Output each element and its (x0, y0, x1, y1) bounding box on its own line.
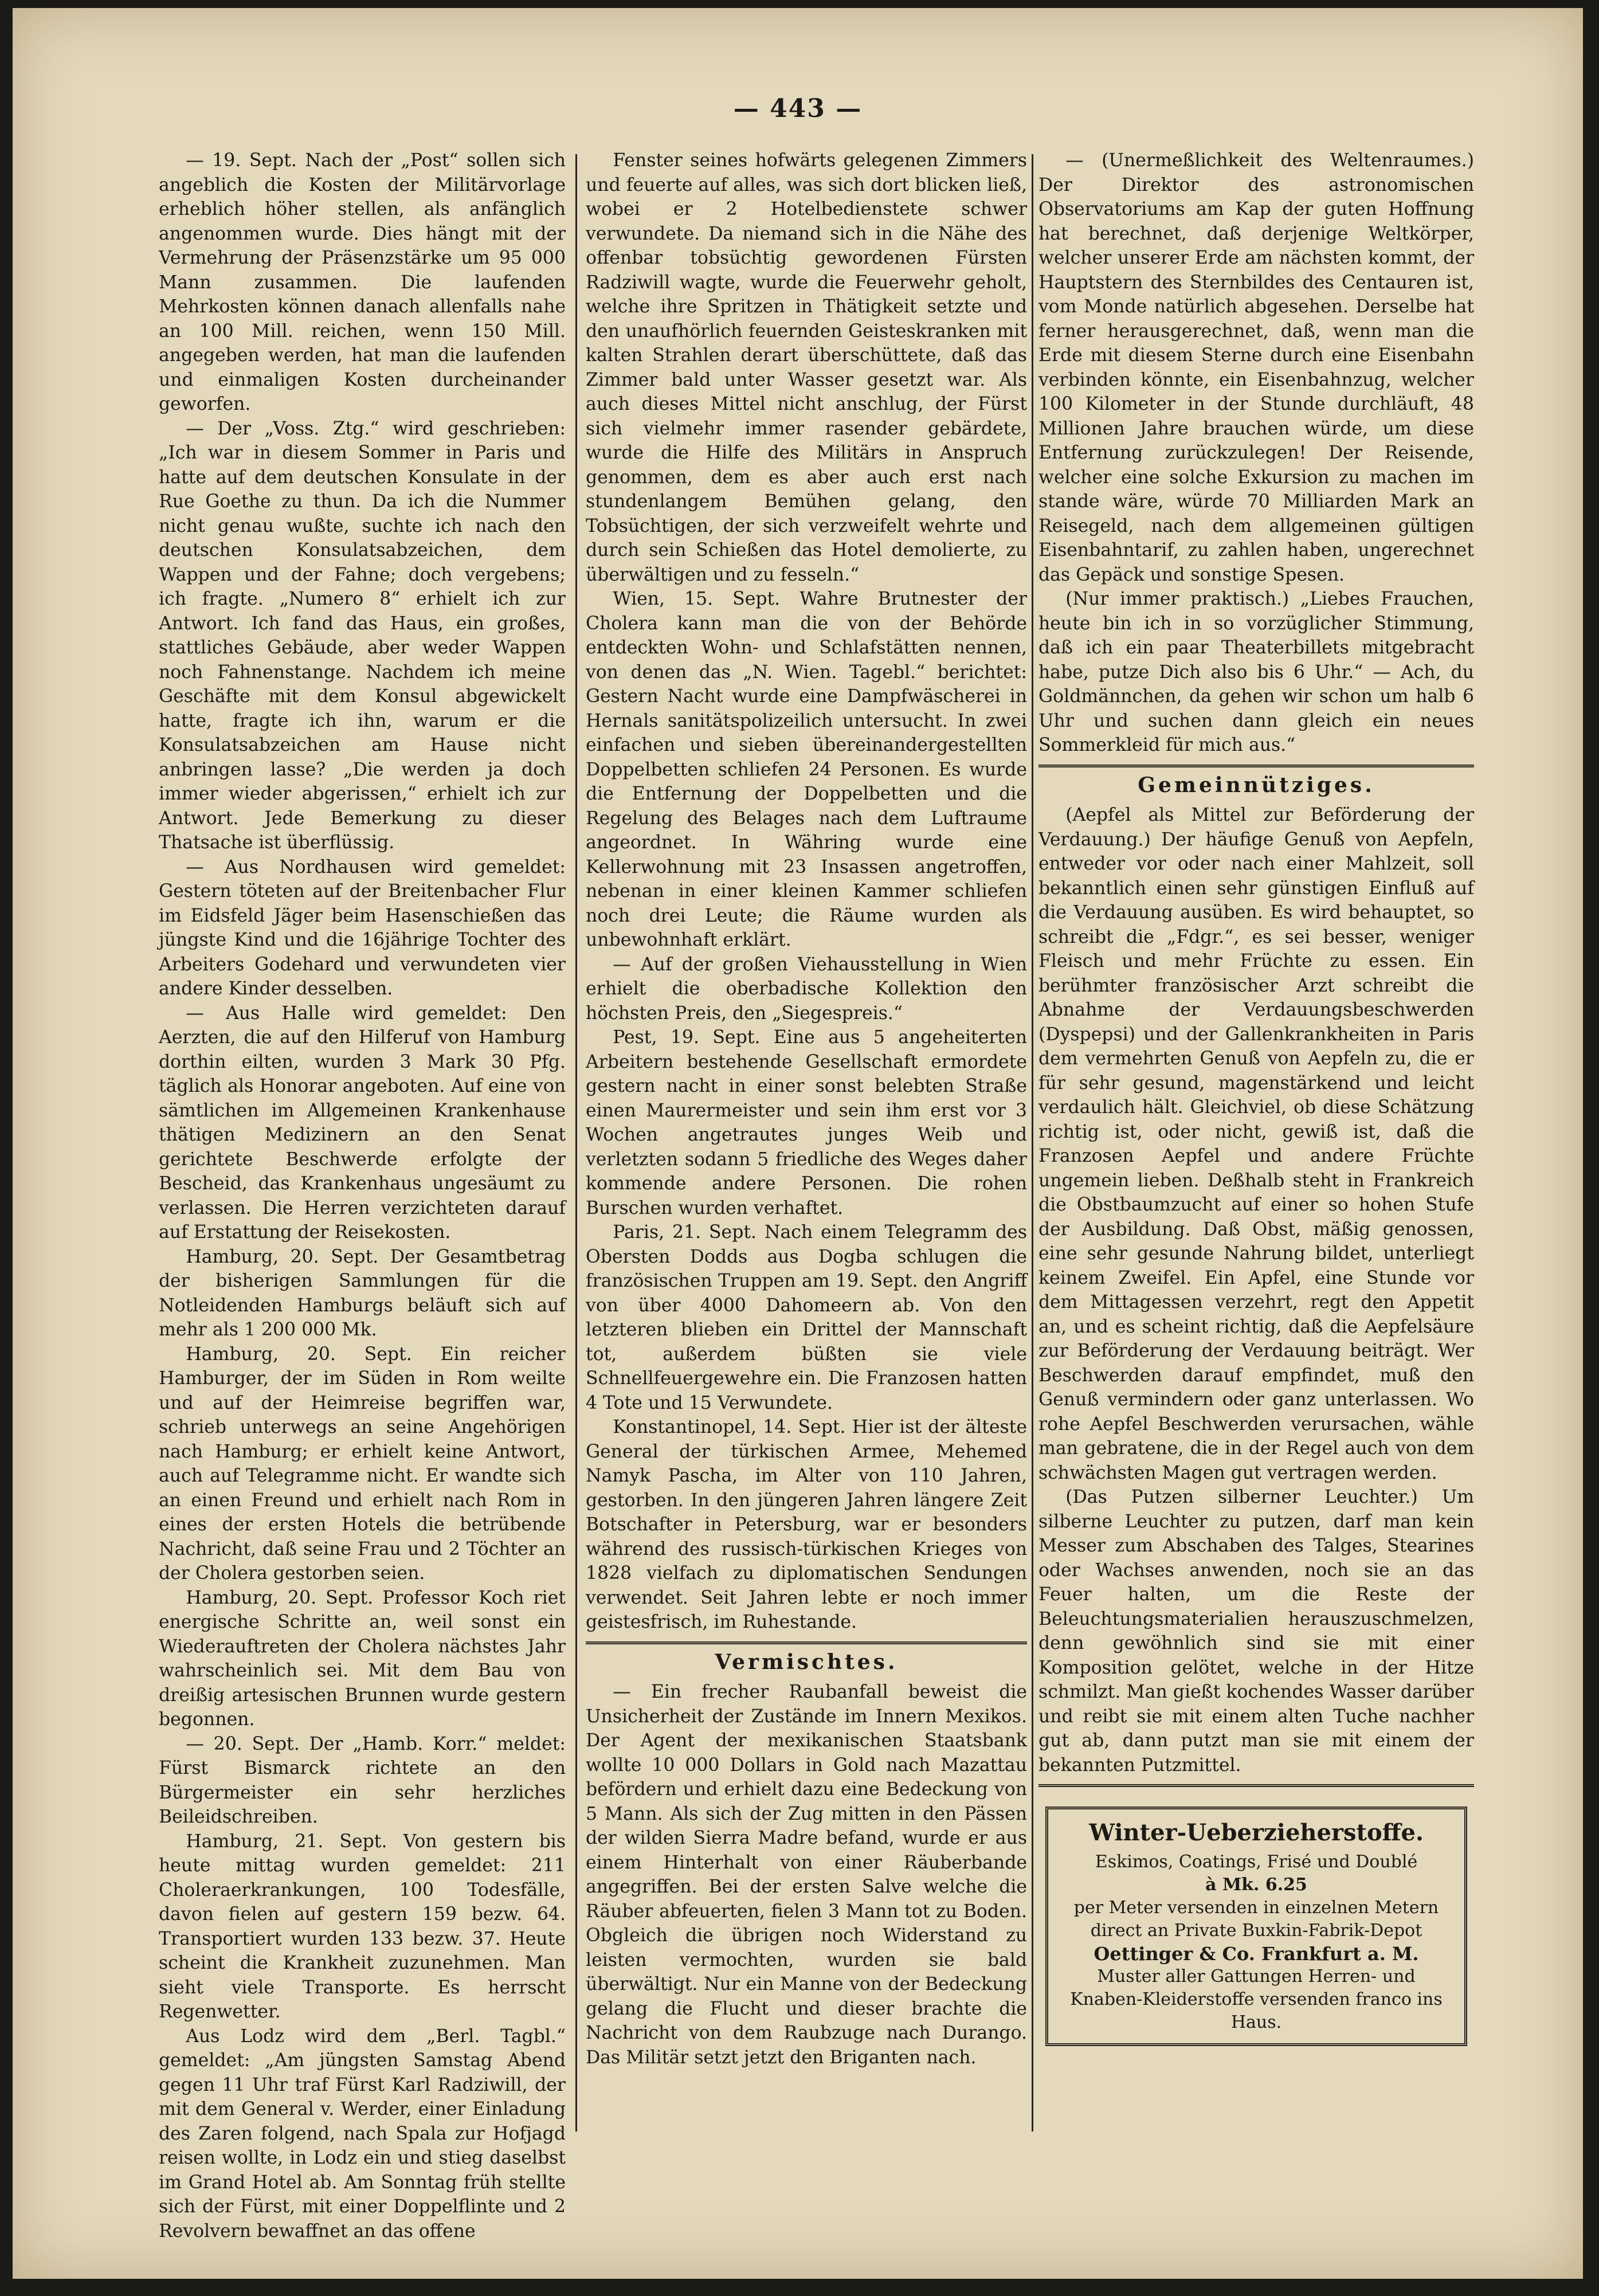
article-praktisch: (Nur immer praktisch.) „Liebes Frauchen, heute bin ich in so vorzüglicher Stimmung, daß ich ein paar Theaterbillets mitgebracht habe, putze Dich also bis 6 Uhr.“ — Ach, du Goldmännchen, da gehen wir schon um halb 6 Uhr und suchen dann gleich ein neues Sommerkleid für mich aus.“ (1038, 589, 1474, 755)
article-weltenraum: — (Unermeßlichkeit des Weltenraumes.) Der Direktor des astronomischen Observatoriums am Kap der guten Hoffnung hat berechnet, daß derjenige Weltkörper, welcher unserer Erde am nächsten kommt, der Hauptstern des Sternbildes des Centauren ist, vom Monde natürlich abgesehen. Derselbe hat ferner herausgerechnet, daß, wenn man die Erde mit diesem Sterne durch eine Eisenbahn verbinden könnte, ein Eisenbahnzug, welcher 100 Kilometer in der Stunde durchläuft, 48 Millionen Jahre brauchen würde, um diese Entfernung zurückzulegen! Der Reisende, welcher eine solche Exkursion zu machen im stande wäre, würde 70 Milliarden Mark an Reisegeld, nach dem allgemeinen gültigen Eisenbahntarif, zu zahlen haben, ungerechnet das Gepäck und sonstige Spesen. (1038, 150, 1474, 585)
ad-fabrics: Eskimos, Coatings, Frisé und Doublé (1095, 1852, 1418, 1872)
article-raubanfall: — Ein frecher Raubanfall beweist die Unsicherheit der Zustände im Innern Mexikos. Der Agent der mexikanischen Staatsbank wollte 10 000 Dollars in Gold nach Mazattau befördern und erhielt dazu eine Bedeckung von 5 Mann. Als sich der Zug mitten in den Pässen der wilden Sierra Madre befand, wurde er aus einem Hinterhalt von einer Räuberbande angegriffen. Bei der ersten Salve welche die Räuber abfeuerten, fielen 3 Mann tot zu Boden. Obgleich die übrigen noch Widerstand zu leisten vermochten, wurden sie bald überwältigt. Nur ein Manne von der Bedeckung gelang die Flucht und dieser brachte die Nachricht von dem Raubzuge nach Durango. Das Militär setzt jetzt den Briganten nach. (586, 1682, 1027, 2068)
article-hamburg-koch: Hamburg, 20. Sept. Professor Koch riet energische Schritte an, weil sonst ein Wiederauftreten der Cholera nächstes Jahr wahrscheinlich sei. Mit dem Bau von dreißig artesischen Brunnen wurde gestern begonnen. (159, 1587, 566, 1730)
article-hamburg-cholera: Hamburg, 21. Sept. Von gestern bis heute mittag wurden gemeldet: 211 Choleraerkrankungen, 100 Todesfälle, davon fielen auf gestern 159 bezw. 64. Transportiert wurden 133 bezw. 37. Heute scheint die Krankheit zuzunehmen. Man sieht viele Transporte. Es herrscht Regenwetter. (159, 1831, 566, 2022)
section-rule (1038, 765, 1474, 767)
article-pest: Pest, 19. Sept. Eine aus 5 angeheiterten Arbeitern bestehende Gesellschaft ermordete gestern nacht in einer sonst belebten Straße einen Maurermeister und sein ihm erst vor 3 Wochen angetrautes junges Weib und verletzten sodann 5 friedliche des Weges daher kommende andere Personen. Die rohen Burschen wurden verhaftet. (586, 1027, 1027, 1218)
article-bismarck: — 20. Sept. Der „Hamb. Korr.“ meldet: Fürst Bismarck richtete an den Bürgermeister ein sehr herzliches Beileidschreiben. (159, 1733, 566, 1827)
section-rule (586, 1641, 1027, 1644)
ad-title: Winter-Ueberzieherstoffe. (1089, 1819, 1424, 1846)
page-number: — 443 — (733, 94, 863, 123)
ad-samples: Muster aller Gattungen Herren- und Knaben-Kleiderstoffe versenden franco ins Haus. (1070, 1966, 1443, 2032)
column-middle (586, 148, 1027, 2137)
article-leuchter: (Das Putzen silberner Leuchter.) Um silberne Leuchter zu putzen, darf man kein Messer zum Abschaben des Talges, Stearines oder Wachses anwenden, noch sie an das Feuer halten, um die Reste der Beleuchtungsmaterialien herauszuschmelzen, denn gewöhnlich sind sie mit einer Komposition gelötet, welche in der Hitze schmilzt. Man gießt kochendes Wasser darüber und reibt sie mit einem alten Tuche nachher gut ab, dann putzt man sie mit einem der bekannten Putzmittel. (1038, 1487, 1474, 1776)
ad-firm: Oettinger & Co. Frankfurt a. M. (1094, 1943, 1419, 1965)
section-rule (1038, 1784, 1474, 1787)
article-konsulat-paris: — Der „Voss. Ztg.“ wird geschrieben: „Ich war in diesem Sommer in Paris und hatte auf dem deutschen Konsulate in der Rue Goethe zu thun. Da ich die Nummer nicht genau wußte, suchte ich nach den deutschen Konsulatsabzeichen, dem Wappen und der Fahne; doch vergebens; ich fragte. „Numero 8“ erhielt ich zur Antwort. Ich fand das Haus, ein großes, stattliches Gebäude, aber weder Wappen noch Fahnenstange. Nachdem ich meine Geschäfte mit dem Konsul abgewickelt hatte, fragte ich ihn, warum er die Konsulatsabzeichen am Hause nicht anbringen lasse? „Die werden ja doch immer wieder abgerissen,“ erhielt ich zur Antwort. Jede Bemerkung zu dieser Thatsache ist überflüssig. (159, 418, 566, 853)
article-aepfel: (Aepfel als Mittel zur Beförderung der Verdauung.) Der häufige Genuß von Aepfeln, entweder vor oder nach einer Mahlzeit, soll bekanntlich einen sehr günstigen Einfluß auf die Verdauung ausüben. Es wird behauptet, so schreibt die „Fdgr.“, es sei besser, weniger Fleisch und mehr Früchte zu essen. Ein berühmter französischer Arzt schreibt die Abnahme der Verdauungsbeschwerden (Dyspepsi) und der Gallenkrankheiten in Paris dem vermehrten Genuß von Aepfeln zu, die er für sehr gesund, magenstärkend und leicht verdaulich hält. Gleichviel, ob diese Schätzung richtig ist, oder nicht, gewiß ist, daß die Franzosen Aepfel und andere Früchte ungemein lieben. Deßhalb steht in Frankreich die Obstbaumzucht auf einer so hohen Stufe der Ausbildung. Daß Obst, mäßig genossen, eine sehr gesunde Nahrung bildet, unterliegt keinem Zweifel. Ein Apfel, eine Stunde vor dem Mittagessen verzehrt, regt den Appetit an, und es scheint richtig, daß die Aepfelsäure zur Beförderung der Verdauung beiträgt. Wer Beschwerden darauf empfindet, muß den Genuß vermindern oder ganz unterlassen. Wo rohe Aepfel Beschwerden verursachen, wähle man gebratene, die in der Regel auch von dem schwächsten Magen gut vertragen werden. (1038, 805, 1474, 1483)
newspaper-page (13, 8, 1583, 2279)
column-right (1038, 148, 1474, 2137)
column-divider-right (1032, 154, 1033, 2132)
article-nordhausen: — Aus Nordhausen wird gemeldet: Gestern töteten auf der Breitenbacher Flur im Eidsfeld Jäger beim Hasenschießen das jüngste Kind und die 16jährige Tochter des Arbeiters Godehard und verwundeten vier andere Kinder desselben. (159, 856, 566, 999)
article-militaervorlage: — 19. Sept. Nach der „Post“ sollen sich angeblich die Kosten der Militärvorlage erheblich höher stellen, als anfänglich angenommen wurde. Dies hängt mit der Vermehrung der Präsenzstärke um 95 000 Mann zusammen. Die laufenden Mehrkosten können danach allenfalls nahe an 100 Mill. reichen, wenn 150 Mill. angegeben werden, hat man die laufenden und einmaligen Kosten durcheinander geworfen. (159, 150, 566, 414)
article-lodz: Aus Lodz wird dem „Berl. Tagbl.“ gemeldet: „Am jüngsten Samstag Abend gegen 11 Uhr traf Fürst Karl Radziwill, der mit dem General v. Werder, einer Einladung des Zaren folgend, nach Spala zur Hofjagd reisen wollte, in Lodz ein und stieg daselbst im Grand Hotel ab. Am Sonntag früh stellte sich der Fürst, mit einer Doppelflinte und 2 Revolvern bewaffnet an das offene (159, 2025, 566, 2242)
column-divider-left (575, 154, 577, 2132)
article-wien-cholera: Wien, 15. Sept. Wahre Brutnester der Cholera kann man die von der Behörde entdeckten Wohn- und Schlafstätten nennen, von denen das „N. Wien. Tagebl.“ berichtet: Gestern Nacht wurde eine Dampfwäscherei in Hernals sanitätspolizeilich untersucht. In zwei einfachen und sieben übereinandergestellten Doppelbetten schliefen 24 Personen. Es wurde die Entfernung der Doppelbetten und die Regelung des Belages nach dem Luftraume angeordnet. In Währing wurde eine Kellerwohnung mit 23 Insassen angetroffen, nebenan in einer kleinen Kammer schliefen noch drei Leute; die Räume wurden als unbewohnhaft erklärt. (586, 589, 1027, 950)
article-paris: Paris, 21. Sept. Nach einem Telegramm des Obersten Dodds aus Dogba schlugen die französischen Truppen am 19. Sept. den Angriff von über 4000 Dahomeern ab. Von den letzteren blieben ein Drittel der Mannschaft tot, außerdem büßten sie viele Schnellfeuergewehre ein. Die Franzosen hatten 4 Tote und 15 Verwundete. (586, 1222, 1027, 1413)
article-halle: — Aus Halle wird gemeldet: Den Aerzten, die auf den Hilferuf von Hamburg dorthin eilten, wurden 3 Mark 30 Pfg. täglich als Honorar angeboten. Auf eine von sämtlichen im Allgemeinen Krankenhause thätigen Medizinern an den Senat gerichtete Beschwerde erfolgte der Bescheid, das Krankenhaus ungesäumt zu verlassen. Die Herren verzichteten darauf auf Erstattung der Reisekosten. (159, 1002, 566, 1243)
ad-offer: per Meter versenden in einzelnen Metern direct an Private Buxkin-Fabrik-Depot (1073, 1898, 1439, 1941)
article-hamburg-sammlungen: Hamburg, 20. Sept. Der Gesamtbetrag der bisherigen Sammlungen für die Notleidenden Hamburgs beläuft sich auf mehr als 1 200 000 Mk. (159, 1246, 566, 1340)
column-left (159, 148, 566, 2242)
ad-price: à Mk. 6.25 (1205, 1875, 1307, 1895)
article-konstantinopel: Konstantinopel, 14. Sept. Hier ist der älteste General der türkischen Armee, Mehemed Namyk Pascha, im Alter von 110 Jahren, gestorben. In den jüngeren Jahren längere Zeit Botschafter in Petersburg, war er besonders während des russisch-türkischen Krieges von 1828 vielfach zu diplomatischen Sendungen verwendet. Seit Jahren lebte er noch immer geistesfrisch, im Ruhestande. (586, 1417, 1027, 1632)
article-hamburg-reisender: Hamburg, 20. Sept. Ein reicher Hamburger, der im Süden in Rom weilte und auf der Heimreise begriffen war, schrieb unterwegs an seine Angehörigen nach Hamburg; er erhielt keine Antwort, auch auf Telegramme nicht. Er wandte sich an einen Freund und erhielt nach Rom in eines der ersten Hotels die betrübende Nachricht, daß seine Frau und 2 Töchter an der Cholera gestorben seien. (159, 1343, 566, 1584)
section-heading-vermischtes: Vermischtes. (715, 1649, 898, 1674)
section-heading-gemeinnuetziges: Gemeinnütziges. (1138, 773, 1375, 797)
article-wien-viehausstellung: — Auf der großen Viehausstellung in Wien erhielt die oberbadische Kollektion den höchsten Preis, den „Siegespreis.“ (586, 954, 1027, 1024)
article-lodz-continued: Fenster seines hofwärts gelegenen Zimmers und feuerte auf alles, was sich dort blicken ließ, wobei er 2 Hotelbedienstete schwer verwundete. Da niemand sich in die Nähe des offenbar tobsüchtig gewordenen Fürsten Radziwill wagte, wurde die Feuerwehr geholt, welche ihre Spritzen in Thätigkeit setzte und den unaufhörlich feuernden Geisteskranken mit kalten Strahlen derart überschüttete, daß das Zimmer bald unter Wasser gesetzt war. Als auch dieses Mittel nicht anschlug, der Fürst sich vielmehr immer rasender gebärdete, wurde die Hilfe des Militärs in Anspruch genommen, dem es aber auch erst nach stundenlangem Bemühen gelang, den Tobsüchtigen, der sich verzweifelt wehrte und durch sein Schießen das Hotel demolierte, zu überwältigen und zu fesseln.“ (586, 150, 1027, 585)
advertisement-box (1045, 1807, 1467, 2046)
